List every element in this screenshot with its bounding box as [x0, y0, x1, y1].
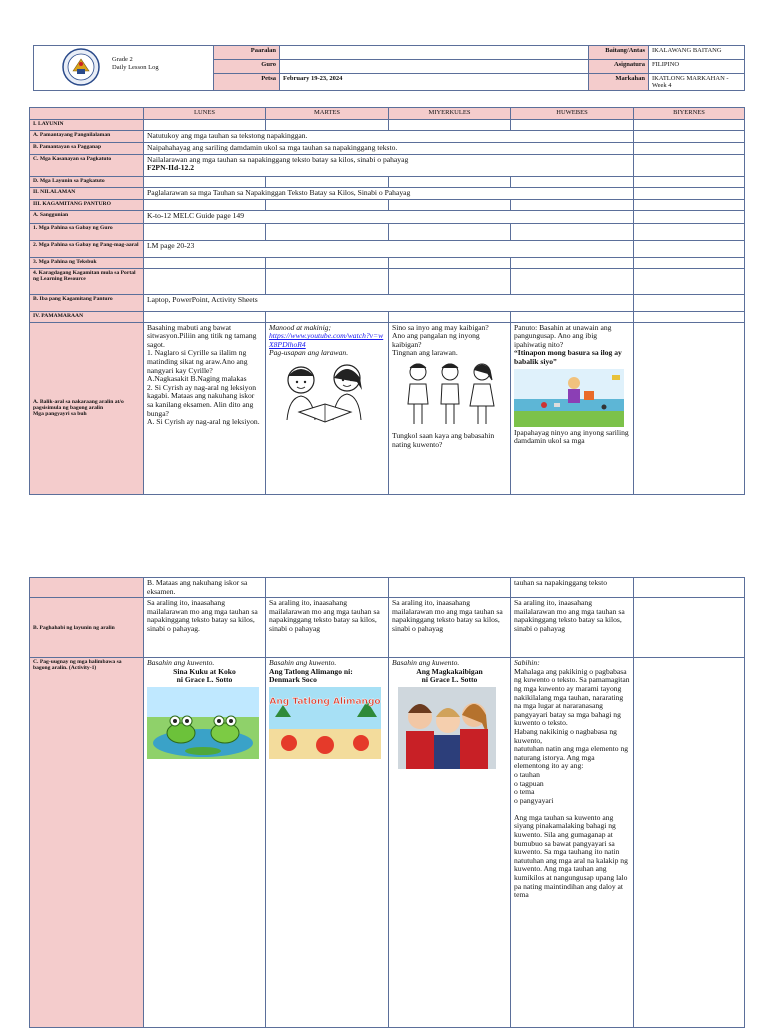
paghahabi-miyerkules: Sa araling ito, inaasahang mailalarawan mo ang mga tauhan sa napakinggang teksto batay sa kilos, sinabi o pahayag [389, 598, 511, 658]
pamamaraan-label: IV. PAMAMARAAN [30, 311, 144, 322]
sanggunian-text: K-to-12 MELC Guide page 149 [144, 210, 634, 223]
pamantayang-pangnilalaman-label: A. Pamantayang Pangnilalaman [30, 130, 144, 142]
guro-label: Guro [214, 60, 280, 74]
gabay-magaaral-label: 2. Mga Pahina sa Gabay ng Pang-mag-aaral [30, 240, 144, 257]
paghahabi-lunes: Sa araling ito, inaasahang mailalarawan mo ang mga tauhan sa napakinggang teksto batay sa kilos, sinabi o pahayag. [144, 598, 266, 658]
continued-label-cell [30, 578, 144, 598]
miyerkules-question-bottom: Tungkol saan kaya ang babasahin nating kuwento? [392, 430, 495, 449]
baitang-value: IKALAWANG BAITANG [649, 46, 745, 60]
balik-aral-huwebes [511, 322, 634, 494]
markahan-value: IKATLONG MARKAHAN - Week 4 [649, 74, 745, 91]
frogs-story-illustration [147, 687, 259, 759]
martes-discuss-instruction: Pag-usapan ang larawan. [269, 348, 349, 358]
layunin-label: I. LAYUNIN [30, 119, 144, 130]
pag-uugnay-lunes [144, 658, 266, 1028]
day-header-miyerkules: MIYERKULES [389, 108, 511, 120]
column-header-blank [30, 108, 144, 120]
miyerkules-questions: Sino sa inyo ang may kaibigan? Ano ang pangalan ng inyong kaibigan? Tingnan ang larawan. [392, 322, 489, 358]
paaralan-value [280, 46, 589, 60]
asignatura-label: Asignatura [589, 60, 649, 74]
nilalaman-text: Paglalarawan sa mga Tauhan sa Napakinggan Teksto Batay sa Kilos, Sinabi o Pahayag [144, 187, 634, 199]
header-table [33, 45, 745, 91]
lesson-table-continued [29, 577, 745, 1028]
balik-aral-miyerkules [389, 322, 511, 494]
iba-pang-label: B. Iba pang Kagamitang Panturo [30, 294, 144, 311]
header-logo-cell [34, 46, 214, 91]
crabs-image-caption: Ang Tatlong Alimango [269, 696, 381, 707]
lunes-story-title: Sina Kuku at Koko [173, 666, 236, 676]
nilalaman-label: II. NILALAMAN [30, 187, 144, 199]
asignatura-value: FILIPINO [649, 60, 745, 74]
layunin-pagkatuto-label: D. Mga Layunin sa Pagkatuto [30, 176, 144, 187]
kasanayan-text: Nailalarawan ang mga tauhan sa napakinggang teksto batay sa kilos, sinabi o pahayag [147, 154, 409, 164]
gabay-magaaral-text: LM page 20-23 [144, 240, 634, 257]
log-title: Daily Lesson Log [112, 63, 159, 71]
pag-uugnay-label: C. Pag-uugnay ng mga halimbawa sa bagong aralin. (Activity-1) [30, 658, 144, 1028]
pag-uugnay-huwebes [511, 658, 634, 1028]
kasanayan-code: F2PN-IId-12.2 [147, 163, 195, 173]
martes-read-instruction: Basahin ang kuwento. [269, 658, 337, 668]
day-header-martes: MARTES [266, 108, 389, 120]
lunes-story-author: ni Grace L. Sotto [176, 675, 233, 685]
martes-story-title: Ang Tatlong Alimango ni: [269, 666, 353, 676]
pamantayan-pagganap-text: Naipahahayag ang sariling damdamin ukol sa mga tauhan sa napakinggang teksto. [144, 142, 634, 154]
sanggunian-label: A. Sanggunian [30, 210, 144, 223]
balik-aral-biyernes [634, 322, 745, 494]
gabay-guro-label: 1. Mga Pahina sa Gabay ng Guro [30, 223, 144, 240]
miyerkules-story-title: Ang Magkakaibigan [416, 666, 483, 676]
continued-huwebes: tauhan sa napakinggang teksto [511, 578, 634, 598]
three-children-illustration [402, 360, 498, 430]
petsa-label: Petsa [214, 74, 280, 91]
kasanayan-cell [144, 154, 634, 176]
day-header-huwebes: HUWEBES [511, 108, 634, 120]
huwebes-elements-text: Mahalaga ang pakikinig o pagbabasa ng kuwento o teksto. Sa pamamagitan ng mga kuwento ay marami tayong nakikilalang mga tauhan, nararating na mga lugar at nararanasang pangyayari batay sa mga bahagi ng kuwento o teksto. Habang nakikinig o nagbabasa ng kuwento, natutuhan natin ang mga elemento ng naturang istorya. Ang mga elementong ito ay ang: o tauhan o tagpuan o tema o pangyayari Ang mga tauhan sa kuwento ang siyang pinakamalaking bahagi ng kuwento. Sila ang gumaganap at bumubuo sa bawat pangyayari sa kuwento. Sa mga tauhang ito natin natutuhan ang mga aral na kalakip ng kuwento. Ang mga tauhan ang kumikilos at nangungusap upang lalo pa nating maintindihan ang daloy at tema [514, 666, 630, 900]
friends-photo [398, 687, 496, 769]
guro-value [280, 60, 589, 74]
crabs-story-illustration [269, 687, 381, 759]
huwebes-quote: “Itinapon mong basura sa ilog ay babalik siyo” [514, 348, 622, 366]
miyerkules-read-instruction: Basahin ang kuwento. [392, 658, 460, 668]
river-littering-illustration [514, 369, 624, 427]
huwebes-say-instruction: Sabihin: [514, 658, 540, 668]
lunes-read-instruction: Basahin ang kuwento. [147, 658, 215, 668]
grade-label: Grade 2 [112, 56, 133, 63]
karagdagang-label: 4. Karagdagang Kagamitan mula sa Portal ng Learning Resource [30, 268, 144, 294]
lesson-table [29, 107, 745, 495]
pamantayan-pagganap-label: B. Pamantayan sa Pagganap [30, 142, 144, 154]
paghahabi-martes: Sa araling ito, inaasahang mailalarawan mo ang mga tauhan sa napakinggang teksto batay sa kilos, sinabi o pahayag [266, 598, 389, 658]
balik-aral-lunes: Basahing mabuti ang bawat sitwasyon.Piliin ang titik ng tamang sagot. 1. Naglaro si Cyrille sa ilalim ng matinding sikat ng araw.Ano ang nangyari kay Cyrille? A.Nagkasakit B.Naging malakas 2. Si Cyrish ay nag-aral ng leksiyon kagabi. Mataas ang nakuhang iskor sa kanilang eksamen. Alin dito ang bunga? A. Si Cyrish ay nag-aral ng leksiyon. [144, 322, 266, 494]
kagamitan-label: III. KAGAMITANG PANTURO [30, 199, 144, 210]
huwebes-instruction: Panuto: Basahin at unawain ang pangungusap. Ano ang ibig ipahiwatig nito? [514, 322, 612, 349]
iba-pang-text: Laptop, PowerPoint, Activity Sheets [144, 294, 634, 311]
paghahabi-label: B. Paghahabi ng layunin ng aralin [30, 598, 144, 658]
youtube-link[interactable]: https://www.youtube.com/watch?v=wX8PDlhoR4 [269, 331, 384, 349]
day-header-biyernes: BIYERNES [634, 108, 745, 120]
deped-seal-logo [58, 47, 104, 87]
continued-lunes: B. Mataas ang nakuhang iskor sa eksamen. [144, 578, 266, 598]
martes-watch-instruction: Manood at makinig; [269, 322, 332, 332]
markahan-label: Markahan [589, 74, 649, 91]
balik-aral-label: A. Balik-aral sa nakaraang aralin at/o pagsisimula ng bagong aralin Mga pangyayri sa buh [30, 322, 144, 494]
day-header-lunes: LUNES [144, 108, 266, 120]
petsa-value: February 19-23, 2024 [280, 74, 589, 91]
martes-story-author: Denmark Soco [269, 675, 317, 685]
pag-uugnay-martes [266, 658, 389, 1028]
pamantayang-pangnilalaman-text: Natutukoy ang mga tauhan sa tekstong napakinggan. [144, 130, 634, 142]
paghahabi-huwebes: Sa araling ito, inaasahang mailalarawan mo ang mga tauhan sa napakinggang teksto batay sa kilos, sinabi o pahayag [511, 598, 634, 658]
baitang-label: Baitang/Antas [589, 46, 649, 60]
kasanayan-label: C. Mga Kasanayan sa Pagkatuto [30, 154, 144, 176]
balik-aral-martes [266, 322, 389, 494]
paaralan-label: Paaralan [214, 46, 280, 60]
huwebes-express-feelings: Ipapahayag ninyo ang inyong sariling damdamin ukol sa mga [514, 427, 629, 446]
teksbuk-label: 3. Mga Pahina ng Teksbuk [30, 257, 144, 268]
children-reading-illustration [269, 360, 381, 430]
pag-uugnay-biyernes [634, 658, 745, 1028]
miyerkules-story-author: ni Grace L. Sotto [421, 675, 478, 685]
pag-uugnay-miyerkules [389, 658, 511, 1028]
